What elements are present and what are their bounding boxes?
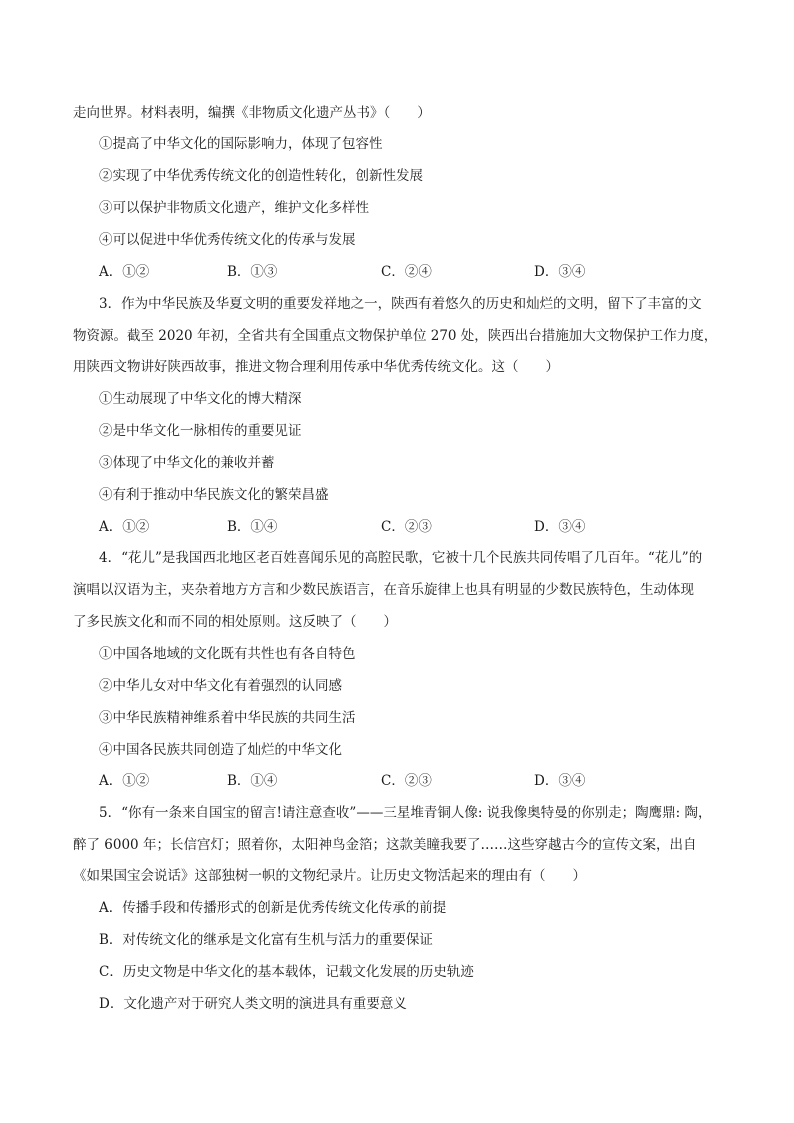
- q2-option-d[interactable]: D．③④: [534, 264, 586, 280]
- q5-stem-line-3: 《如果国宝会说话》这部独树一帜的文物纪录片。让历史文物活起来的理由有（ ）: [73, 868, 586, 884]
- q3-item-4: ④有利于推动中华民族文化的繁荣昌盛: [99, 487, 329, 503]
- q4-item-3: ③中华民族精神维系着中华民族的共同生活: [99, 710, 356, 726]
- q3-option-b[interactable]: B．①④: [227, 519, 278, 535]
- q3-item-2: ②是中华文化一脉相传的重要见证: [99, 423, 302, 439]
- q2-option-b[interactable]: B．①③: [227, 264, 278, 280]
- q3-options: [99, 517, 659, 537]
- q3-option-c[interactable]: C．②③: [381, 519, 432, 535]
- q5-choice-c[interactable]: C．历史文物是中华文化的基本载体，记载文化发展的历史轨迹: [99, 964, 474, 980]
- q2-item-1: ①提高了中华文化的国际影响力，体现了包容性: [99, 136, 383, 152]
- q2-option-c[interactable]: C．②④: [381, 264, 432, 280]
- q5-choice-d[interactable]: D．文化遗产对于研究人类文明的演进具有重要意义: [99, 996, 407, 1012]
- q3-option-d[interactable]: D．③④: [534, 519, 586, 535]
- q2-option-a[interactable]: A．①②: [99, 264, 150, 280]
- q4-stem-line-3: 了多民族文化和而不同的相处原则。这反映了（ ）: [73, 614, 397, 630]
- q2-stem-tail: 走向世界。材料表明，编撰《非物质文化遗产丛书》（ ）: [73, 105, 431, 121]
- q3-stem-line-1: 3．作为中华民族及华夏文明的重要发祥地之一，陕西有着悠久的历史和灿烂的文明，留下了丰富的文: [99, 296, 702, 312]
- q4-stem-line-2: 演唱以汉语为主，夹杂着地方方言和少数民族语言，在音乐旋律上也具有明显的少数民族特色，生动体现: [73, 582, 694, 598]
- q3-item-3: ③体现了中华文化的兼收并蓄: [99, 455, 275, 471]
- q3-stem-line-3: 用陕西文物讲好陕西故事，推进文物合理利用传承中华优秀传统文化。这（ ）: [73, 359, 559, 375]
- q4-item-1: ①中国各地域的文化既有共性也有各自特色: [99, 646, 356, 662]
- q5-choice-b[interactable]: B．对传统文化的继承是文化富有生机与活力的重要保证: [99, 932, 433, 948]
- q4-item-2: ②中华儿女对中华文化有着强烈的认同感: [99, 678, 342, 694]
- q3-item-1: ①生动展现了中华文化的博大精深: [99, 391, 302, 407]
- q2-item-2: ②实现了中华优秀传统文化的创造性转化，创新性发展: [99, 168, 423, 184]
- q5-stem-line-2: 醉了 6000 年；长信宫灯；照着你，太阳神鸟金箔；这款美瞳我要了……这些穿越古今的宣传文案，出自: [73, 837, 697, 853]
- q4-option-b[interactable]: B．①④: [227, 773, 278, 789]
- q4-stem-line-1: 4．“花儿”是我国西北地区老百姓喜闻乐见的高腔民歌，它被十几个民族共同传唱了几百年。“花儿”的: [99, 550, 703, 566]
- q3-option-a[interactable]: A．①②: [99, 519, 150, 535]
- q4-option-a[interactable]: A．①②: [99, 773, 150, 789]
- q2-item-4: ④可以促进中华优秀传统文化的传承与发展: [99, 232, 356, 248]
- q4-option-c[interactable]: C．②③: [381, 773, 432, 789]
- q5-choice-a[interactable]: A．传播手段和传播形式的创新是优秀传统文化传承的前提: [99, 900, 447, 916]
- q4-option-d[interactable]: D．③④: [534, 773, 586, 789]
- q4-item-4: ④中国各民族共同创造了灿烂的中华文化: [99, 742, 342, 758]
- q3-stem-line-2: 物资源。截至 2020 年初，全省共有全国重点文物保护单位 270 处，陕西出台措施加大文物保护工作力度，: [73, 328, 718, 344]
- q5-stem-line-1: 5．“你有一条来自国宝的留言!请注意查收”——三星堆青铜人像: 说我像奥特曼的你别走；陶鹰鼎: 陶，: [99, 805, 712, 821]
- q4-options: [99, 771, 659, 791]
- q2-options: [99, 262, 659, 282]
- q2-item-3: ③可以保护非物质文化遗产，维护文化多样性: [99, 200, 369, 216]
